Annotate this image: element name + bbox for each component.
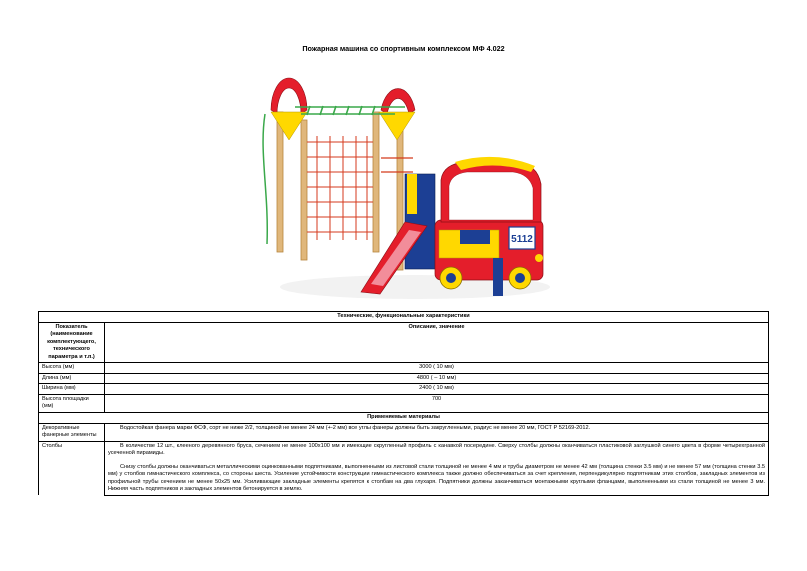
value-pillars bbox=[105, 441, 769, 495]
section-materials-header: Применяемые материалы bbox=[39, 413, 769, 424]
truck-number-label: 5112 bbox=[511, 234, 533, 245]
page-title: Пожарная машина со спортивным комплексом МФ 4.022 bbox=[302, 44, 505, 53]
column-header-parameter: Показатель (наименование комплектующего, технического параметра и т.п.) bbox=[39, 322, 105, 363]
value-height: 3000 ( 10 мм) bbox=[105, 363, 769, 374]
specifications-table bbox=[38, 311, 769, 496]
table-row bbox=[39, 363, 769, 374]
value-decorative-plywood bbox=[105, 423, 769, 441]
column-header-value: Описание, значение bbox=[105, 322, 769, 363]
plywood-description: Водостойкая фанера марки ФСФ, сорт не ниже 2/2, толщиной не менее 24 мм (+-2 мм) все углы фанеры должны быть закругленными, радиус не менее 20 мм, ГОСТ Р 52169-2012. bbox=[120, 424, 591, 431]
param-decorative-plywood: Декоративные фанерные элементы bbox=[39, 423, 105, 441]
value-platform-height: 700 bbox=[105, 394, 769, 412]
table-row bbox=[39, 384, 769, 395]
fire-truck-sports-complex-image bbox=[255, 62, 555, 308]
table-row bbox=[39, 441, 769, 495]
param-height: Высота (мм) bbox=[39, 363, 105, 374]
param-length: Длина (мм) bbox=[39, 373, 105, 384]
section-technical-header: Технические, функциональные характеристики bbox=[39, 312, 769, 323]
table-row bbox=[39, 373, 769, 384]
pillars-description-top: В количестве 12 шт., клееного деревянного бруса, сечением не менее 100х100 мм и имеющие скругленный профиль с канавкой посередине. Сверху столбы должны оканчиваться пластиковой заглушкой синего цвета в форме четырехгранной усеченной пирамиды. bbox=[108, 442, 765, 457]
value-width: 2400 ( 10 мм) bbox=[105, 384, 769, 395]
param-width: Ширина (мм) bbox=[39, 384, 105, 395]
param-platform-height: Высота площадки (мм) bbox=[39, 394, 105, 412]
table-row bbox=[39, 394, 769, 412]
param-pillars: Столбы bbox=[39, 441, 105, 495]
table-row bbox=[39, 423, 769, 441]
pillars-description-bottom: Снизу столбы должны оканчиваться металлическими оцинкованными подпятниками, выполненными из листовой стали толщиной не менее 4 мм и трубы диаметром не менее 42 мм (толщина стенки 3.5 мм) и не менее 57 мм (толщина стенки 3.5 мм) у столбов гимнастического комплекса, со стороны шеста. Усиление устойчивости конструкции гимнастического комплекса также должно обеспечиваться за счет крепления, перпендикулярно подпятникам этих столбов, закладных элементов из профильной трубы сечением не менее 50х25 мм. Усиливающие закладные элементы крепятся к столбам на два глухаря. Подпятники должны заканчиваться монтажными круглыми фланцами, выполненными из стали толщиной не менее 3 мм. Нижняя часть подпятников и закладных элементов бетонируется в землю. bbox=[108, 463, 765, 493]
value-length: 4800 ( – 10 мм) bbox=[105, 373, 769, 384]
